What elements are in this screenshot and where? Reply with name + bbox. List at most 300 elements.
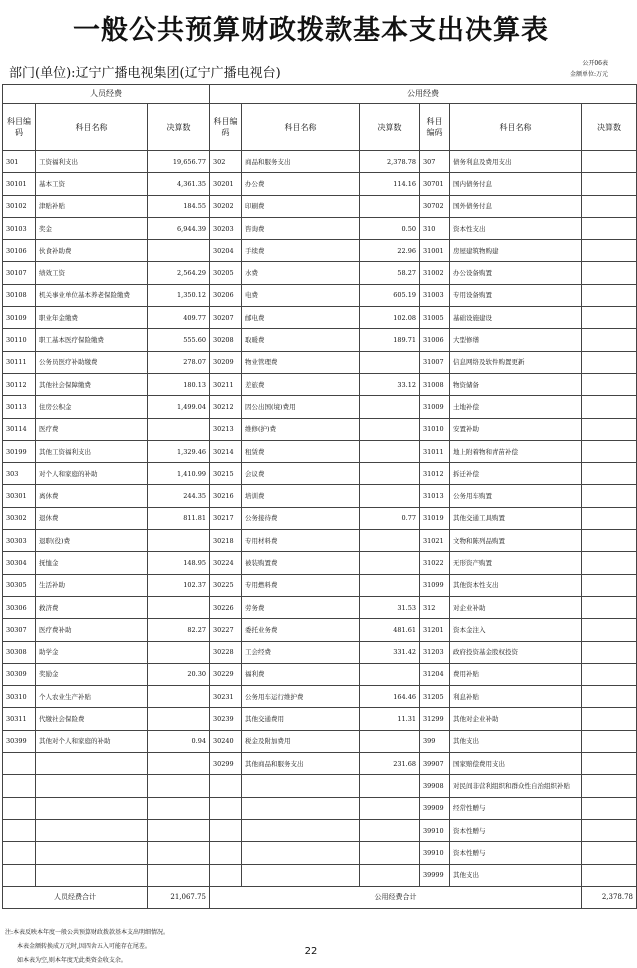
amount-cell [360,574,420,596]
code-cell: 30231 [210,686,242,708]
code-cell [3,819,36,841]
code-cell: 30305 [3,574,36,596]
table-row [3,485,637,507]
name-cell: 机关事业单位基本养老保险缴费 [36,284,148,306]
code-cell: 399 [420,730,450,752]
amount-cell: 1,350.12 [148,284,210,306]
amount-cell: 33.12 [360,373,420,395]
footnote: 注:本表反映本年度一般公共预算财政拨款基本支出明细情况。 [5,929,170,936]
amount-cell [582,351,637,373]
amount-cell: 555.60 [148,329,210,351]
amount-cell [360,819,420,841]
name-cell: 培训费 [242,485,360,507]
amount-cell: 102.37 [148,574,210,596]
code-cell: 31009 [420,396,450,418]
name-cell: 对企业补助 [450,596,582,618]
code-cell: 31012 [420,463,450,485]
code-cell: 30106 [3,240,36,262]
table-row [3,440,637,462]
amount-cell [582,507,637,529]
code-cell: 30224 [210,552,242,574]
name-cell [36,775,148,797]
amount-cell [360,552,420,574]
code-cell: 31001 [420,240,450,262]
name-cell: 津贴补贴 [36,195,148,217]
amount-cell: 2,378.78 [360,151,420,173]
code-cell: 30302 [3,507,36,529]
code-cell: 310 [420,217,450,239]
code-cell [3,775,36,797]
name-cell: 办公设备购置 [450,262,582,284]
name-cell: 职工基本医疗保险缴费 [36,329,148,351]
amount-cell: 811.81 [148,507,210,529]
amount-cell [360,530,420,552]
code-cell: 39999 [420,864,450,886]
amount-cell [582,596,637,618]
code-cell [210,842,242,864]
amount-cell [582,173,637,195]
name-cell: 救济费 [36,596,148,618]
code-cell: 30229 [210,663,242,685]
code-cell: 39909 [420,797,450,819]
name-cell: 其他工资福利支出 [36,440,148,462]
personnel-total-value: 21,067.75 [148,886,210,908]
amount-cell: 19,656.77 [148,151,210,173]
table-row [3,307,637,329]
amount-cell [582,641,637,663]
code-cell: 301 [3,151,36,173]
name-cell: 奖励金 [36,663,148,685]
name-cell [242,775,360,797]
amount-cell: 164.46 [360,686,420,708]
code-cell: 30209 [210,351,242,373]
code-cell: 30216 [210,485,242,507]
amount-cell: 331.42 [360,641,420,663]
code-cell: 30107 [3,262,36,284]
table-row [3,775,637,797]
code-cell: 31008 [420,373,450,395]
code-cell: 30214 [210,440,242,462]
code-cell [3,753,36,775]
amount-cell [582,552,637,574]
table-row [3,708,637,730]
amount-cell [582,842,637,864]
name-cell: 国内债务付息 [450,173,582,195]
name-cell: 其他交通工具购置 [450,507,582,529]
code-cell: 39910 [420,842,450,864]
amount-cell: 1,329.46 [148,440,210,462]
amount-cell: 58.27 [360,262,420,284]
public-header: 公用经费 [210,85,637,104]
amount-cell [148,775,210,797]
name-cell: 伙食补助费 [36,240,148,262]
name-cell: 医疗费 [36,418,148,440]
code-cell: 30310 [3,686,36,708]
name-cell: 绩效工资 [36,262,148,284]
code-cell: 30240 [210,730,242,752]
amount-cell [148,641,210,663]
amount-cell: 481.61 [360,619,420,641]
footnote: 如本表为空,则本年度无此类资金收支余。 [17,957,127,964]
form-number: 公开06表 [582,60,608,67]
table-row [3,151,637,173]
amount-cell: 148.95 [148,552,210,574]
name-cell: 土地补偿 [450,396,582,418]
name-cell [242,819,360,841]
amount-cell [148,864,210,886]
name-cell: 工资福利支出 [36,151,148,173]
name-cell: 其他交通费用 [242,708,360,730]
code-cell: 30203 [210,217,242,239]
table-row [3,284,637,306]
name-cell: 大型修缮 [450,329,582,351]
amount-cell [582,619,637,641]
table-row [3,574,637,596]
expenditure-table [2,84,637,909]
code-cell [3,864,36,886]
code-cell: 30208 [210,329,242,351]
amount-cell [360,663,420,685]
amount-cell [360,396,420,418]
amount-cell [360,440,420,462]
amount-header: 决算数 [360,104,420,151]
amount-cell: 244.35 [148,485,210,507]
name-cell: 劳务费 [242,596,360,618]
amount-cell [360,485,420,507]
amount-cell [582,730,637,752]
name-cell: 维修(护)费 [242,418,360,440]
code-cell: 30204 [210,240,242,262]
name-cell: 工会经费 [242,641,360,663]
code-cell: 30215 [210,463,242,485]
name-cell [36,864,148,886]
name-cell: 取暖费 [242,329,360,351]
code-cell: 30110 [3,329,36,351]
form-meta [570,58,608,80]
amount-cell [582,663,637,685]
code-cell: 302 [210,151,242,173]
table-row [3,552,637,574]
code-cell: 30701 [420,173,450,195]
name-cell: 房屋建筑物购建 [450,240,582,262]
code-cell: 30199 [3,440,36,462]
name-cell: 其他商品和服务支出 [242,753,360,775]
amount-cell [360,195,420,217]
code-cell [3,797,36,819]
code-cell: 39907 [420,753,450,775]
amount-cell: 11.31 [360,708,420,730]
code-cell: 31201 [420,619,450,641]
amount-cell: 409.77 [148,307,210,329]
name-cell: 手续费 [242,240,360,262]
amount-cell [582,485,637,507]
name-cell: 个人农业生产补贴 [36,686,148,708]
name-cell: 专用材料费 [242,530,360,552]
amount-cell: 605.19 [360,284,420,306]
name-cell: 福利费 [242,663,360,685]
name-cell: 电费 [242,284,360,306]
code-cell: 30308 [3,641,36,663]
amount-cell: 1,499.04 [148,396,210,418]
code-cell: 30226 [210,596,242,618]
code-cell: 30103 [3,217,36,239]
amount-cell [582,530,637,552]
table-row [3,842,637,864]
name-cell: 奖金 [36,217,148,239]
code-cell: 30111 [3,351,36,373]
code-cell: 30206 [210,284,242,306]
amount-cell [360,463,420,485]
name-cell: 其他支出 [450,730,582,752]
table-row [3,819,637,841]
amount-header: 决算数 [582,104,637,151]
code-cell: 30702 [420,195,450,217]
amount-cell [360,351,420,373]
header-row-columns [3,104,637,151]
name-cell: 无形资产购置 [450,552,582,574]
amount-cell: 1,410.99 [148,463,210,485]
code-cell: 31006 [420,329,450,351]
name-cell: 信息网络及软件购置更新 [450,351,582,373]
name-cell: 债务利息及费用支出 [450,151,582,173]
name-cell [242,842,360,864]
code-cell: 31021 [420,530,450,552]
name-cell [36,842,148,864]
amount-cell [582,463,637,485]
name-cell: 退职(役)费 [36,530,148,552]
amount-cell: 20.30 [148,663,210,685]
code-header: 科目编码 [420,104,450,151]
table-row [3,217,637,239]
name-cell: 基本工资 [36,173,148,195]
name-cell: 其他资本性支出 [450,574,582,596]
table-row [3,596,637,618]
name-cell: 费用补贴 [450,663,582,685]
code-cell: 30205 [210,262,242,284]
code-cell: 30109 [3,307,36,329]
code-cell: 30218 [210,530,242,552]
code-cell: 30306 [3,596,36,618]
code-cell: 312 [420,596,450,618]
table-row [3,418,637,440]
code-cell: 30112 [3,373,36,395]
amount-cell: 114.16 [360,173,420,195]
amount-cell [582,819,637,841]
name-cell [242,797,360,819]
code-cell: 30303 [3,530,36,552]
name-cell: 住房公积金 [36,396,148,418]
table-row [3,373,637,395]
amount-cell [582,396,637,418]
table-row [3,730,637,752]
amount-cell: 231.68 [360,753,420,775]
name-cell: 文物和陈列品购置 [450,530,582,552]
table-row [3,195,637,217]
name-cell: 邮电费 [242,307,360,329]
amount-cell [582,240,637,262]
name-cell: 对民间非营利组织和群众性自治组织补贴 [450,775,582,797]
code-cell: 31003 [420,284,450,306]
code-header: 科目编码 [3,104,36,151]
amount-cell [360,842,420,864]
amount-cell: 31.53 [360,596,420,618]
amount-cell: 0.94 [148,730,210,752]
code-cell [210,775,242,797]
amount-cell [360,730,420,752]
name-cell: 差旅费 [242,373,360,395]
name-cell: 对个人和家庭的补助 [36,463,148,485]
name-cell: 咨询费 [242,217,360,239]
table-row [3,797,637,819]
name-cell: 基础设施建设 [450,307,582,329]
name-cell: 国家赔偿费用支出 [450,753,582,775]
code-cell: 30225 [210,574,242,596]
table-row [3,173,637,195]
table-row [3,351,637,373]
code-cell [3,842,36,864]
code-cell: 31013 [420,485,450,507]
code-cell: 30114 [3,418,36,440]
amount-cell [360,418,420,440]
code-cell [210,819,242,841]
amount-cell: 82.27 [148,619,210,641]
personnel-total-label: 人员经费合计 [3,886,148,908]
table-row [3,641,637,663]
amount-cell [582,775,637,797]
amount-cell [148,418,210,440]
name-cell: 租赁费 [242,440,360,462]
amount-cell [148,753,210,775]
code-cell: 31203 [420,641,450,663]
code-cell: 31019 [420,507,450,529]
amount-cell [582,574,637,596]
name-cell: 商品和服务支出 [242,151,360,173]
name-cell: 会议费 [242,463,360,485]
department-label: 部门(单位):辽宁广播电视集团(辽宁广播电视台) [9,66,281,81]
name-cell: 物资储备 [450,373,582,395]
code-cell: 31205 [420,686,450,708]
name-cell: 职业年金缴费 [36,307,148,329]
name-cell: 经常性赠与 [450,797,582,819]
name-cell: 利息补贴 [450,686,582,708]
amount-cell [582,418,637,440]
name-cell: 办公费 [242,173,360,195]
code-cell: 30239 [210,708,242,730]
amount-unit: 金额单位:万元 [569,71,608,78]
name-cell: 因公出国(境)费用 [242,396,360,418]
amount-cell [148,530,210,552]
amount-cell [582,373,637,395]
amount-cell: 6,944.39 [148,217,210,239]
table-row [3,686,637,708]
name-cell: 退休费 [36,507,148,529]
name-cell: 公务用车购置 [450,485,582,507]
amount-cell [360,775,420,797]
totals-row [3,886,637,908]
code-cell: 30227 [210,619,242,641]
table-row [3,753,637,775]
amount-cell [582,262,637,284]
name-cell: 印刷费 [242,195,360,217]
name-cell: 资本性支出 [450,217,582,239]
code-cell: 30108 [3,284,36,306]
amount-cell [582,753,637,775]
table-row [3,396,637,418]
name-cell: 拆迁补偿 [450,463,582,485]
name-cell: 资本性赠与 [450,819,582,841]
code-cell: 30217 [210,507,242,529]
code-cell: 30299 [210,753,242,775]
name-cell: 生活补助 [36,574,148,596]
code-cell: 30213 [210,418,242,440]
name-cell: 专用设备购置 [450,284,582,306]
name-cell: 公务用车运行维护费 [242,686,360,708]
table-row [3,240,637,262]
amount-cell [582,284,637,306]
amount-cell: 4,361.35 [148,173,210,195]
name-cell: 水费 [242,262,360,284]
page-title: 一般公共预算财政拨款基本支出决算表 [73,15,549,46]
amount-cell [148,596,210,618]
code-cell: 30113 [3,396,36,418]
name-cell: 国外债务付息 [450,195,582,217]
amount-cell [582,151,637,173]
code-cell: 31011 [420,440,450,462]
code-cell: 30101 [3,173,36,195]
code-cell: 31204 [420,663,450,685]
name-cell: 地上附着物和青苗补偿 [450,440,582,462]
name-cell: 代缴社会保险费 [36,708,148,730]
name-header: 科目名称 [242,104,360,151]
amount-cell [148,819,210,841]
code-cell: 31022 [420,552,450,574]
code-cell: 303 [3,463,36,485]
name-cell: 物业管理费 [242,351,360,373]
code-cell: 30228 [210,641,242,663]
name-cell [36,797,148,819]
amount-cell: 189.71 [360,329,420,351]
table-row [3,663,637,685]
name-cell [242,864,360,886]
name-cell [36,753,148,775]
name-cell: 被装购置费 [242,552,360,574]
amount-cell [148,240,210,262]
name-cell: 税金及附加费用 [242,730,360,752]
footnote: 本表金额转换成万元时,因四舍五入可能存在尾差。 [17,943,151,950]
amount-header: 决算数 [148,104,210,151]
name-cell: 抚恤金 [36,552,148,574]
name-header: 科目名称 [450,104,582,151]
amount-cell [148,842,210,864]
code-cell: 31005 [420,307,450,329]
amount-cell [582,797,637,819]
name-cell: 专用燃料费 [242,574,360,596]
code-cell: 30212 [210,396,242,418]
name-cell: 医疗费补助 [36,619,148,641]
amount-cell [582,686,637,708]
amount-cell: 22.96 [360,240,420,262]
code-cell: 31299 [420,708,450,730]
amount-cell [582,329,637,351]
amount-cell [582,195,637,217]
amount-cell [582,864,637,886]
name-cell: 政府投资基金股权投资 [450,641,582,663]
amount-cell [360,797,420,819]
name-cell [36,819,148,841]
name-cell: 安置补助 [450,418,582,440]
amount-cell: 0.77 [360,507,420,529]
name-cell: 离休费 [36,485,148,507]
